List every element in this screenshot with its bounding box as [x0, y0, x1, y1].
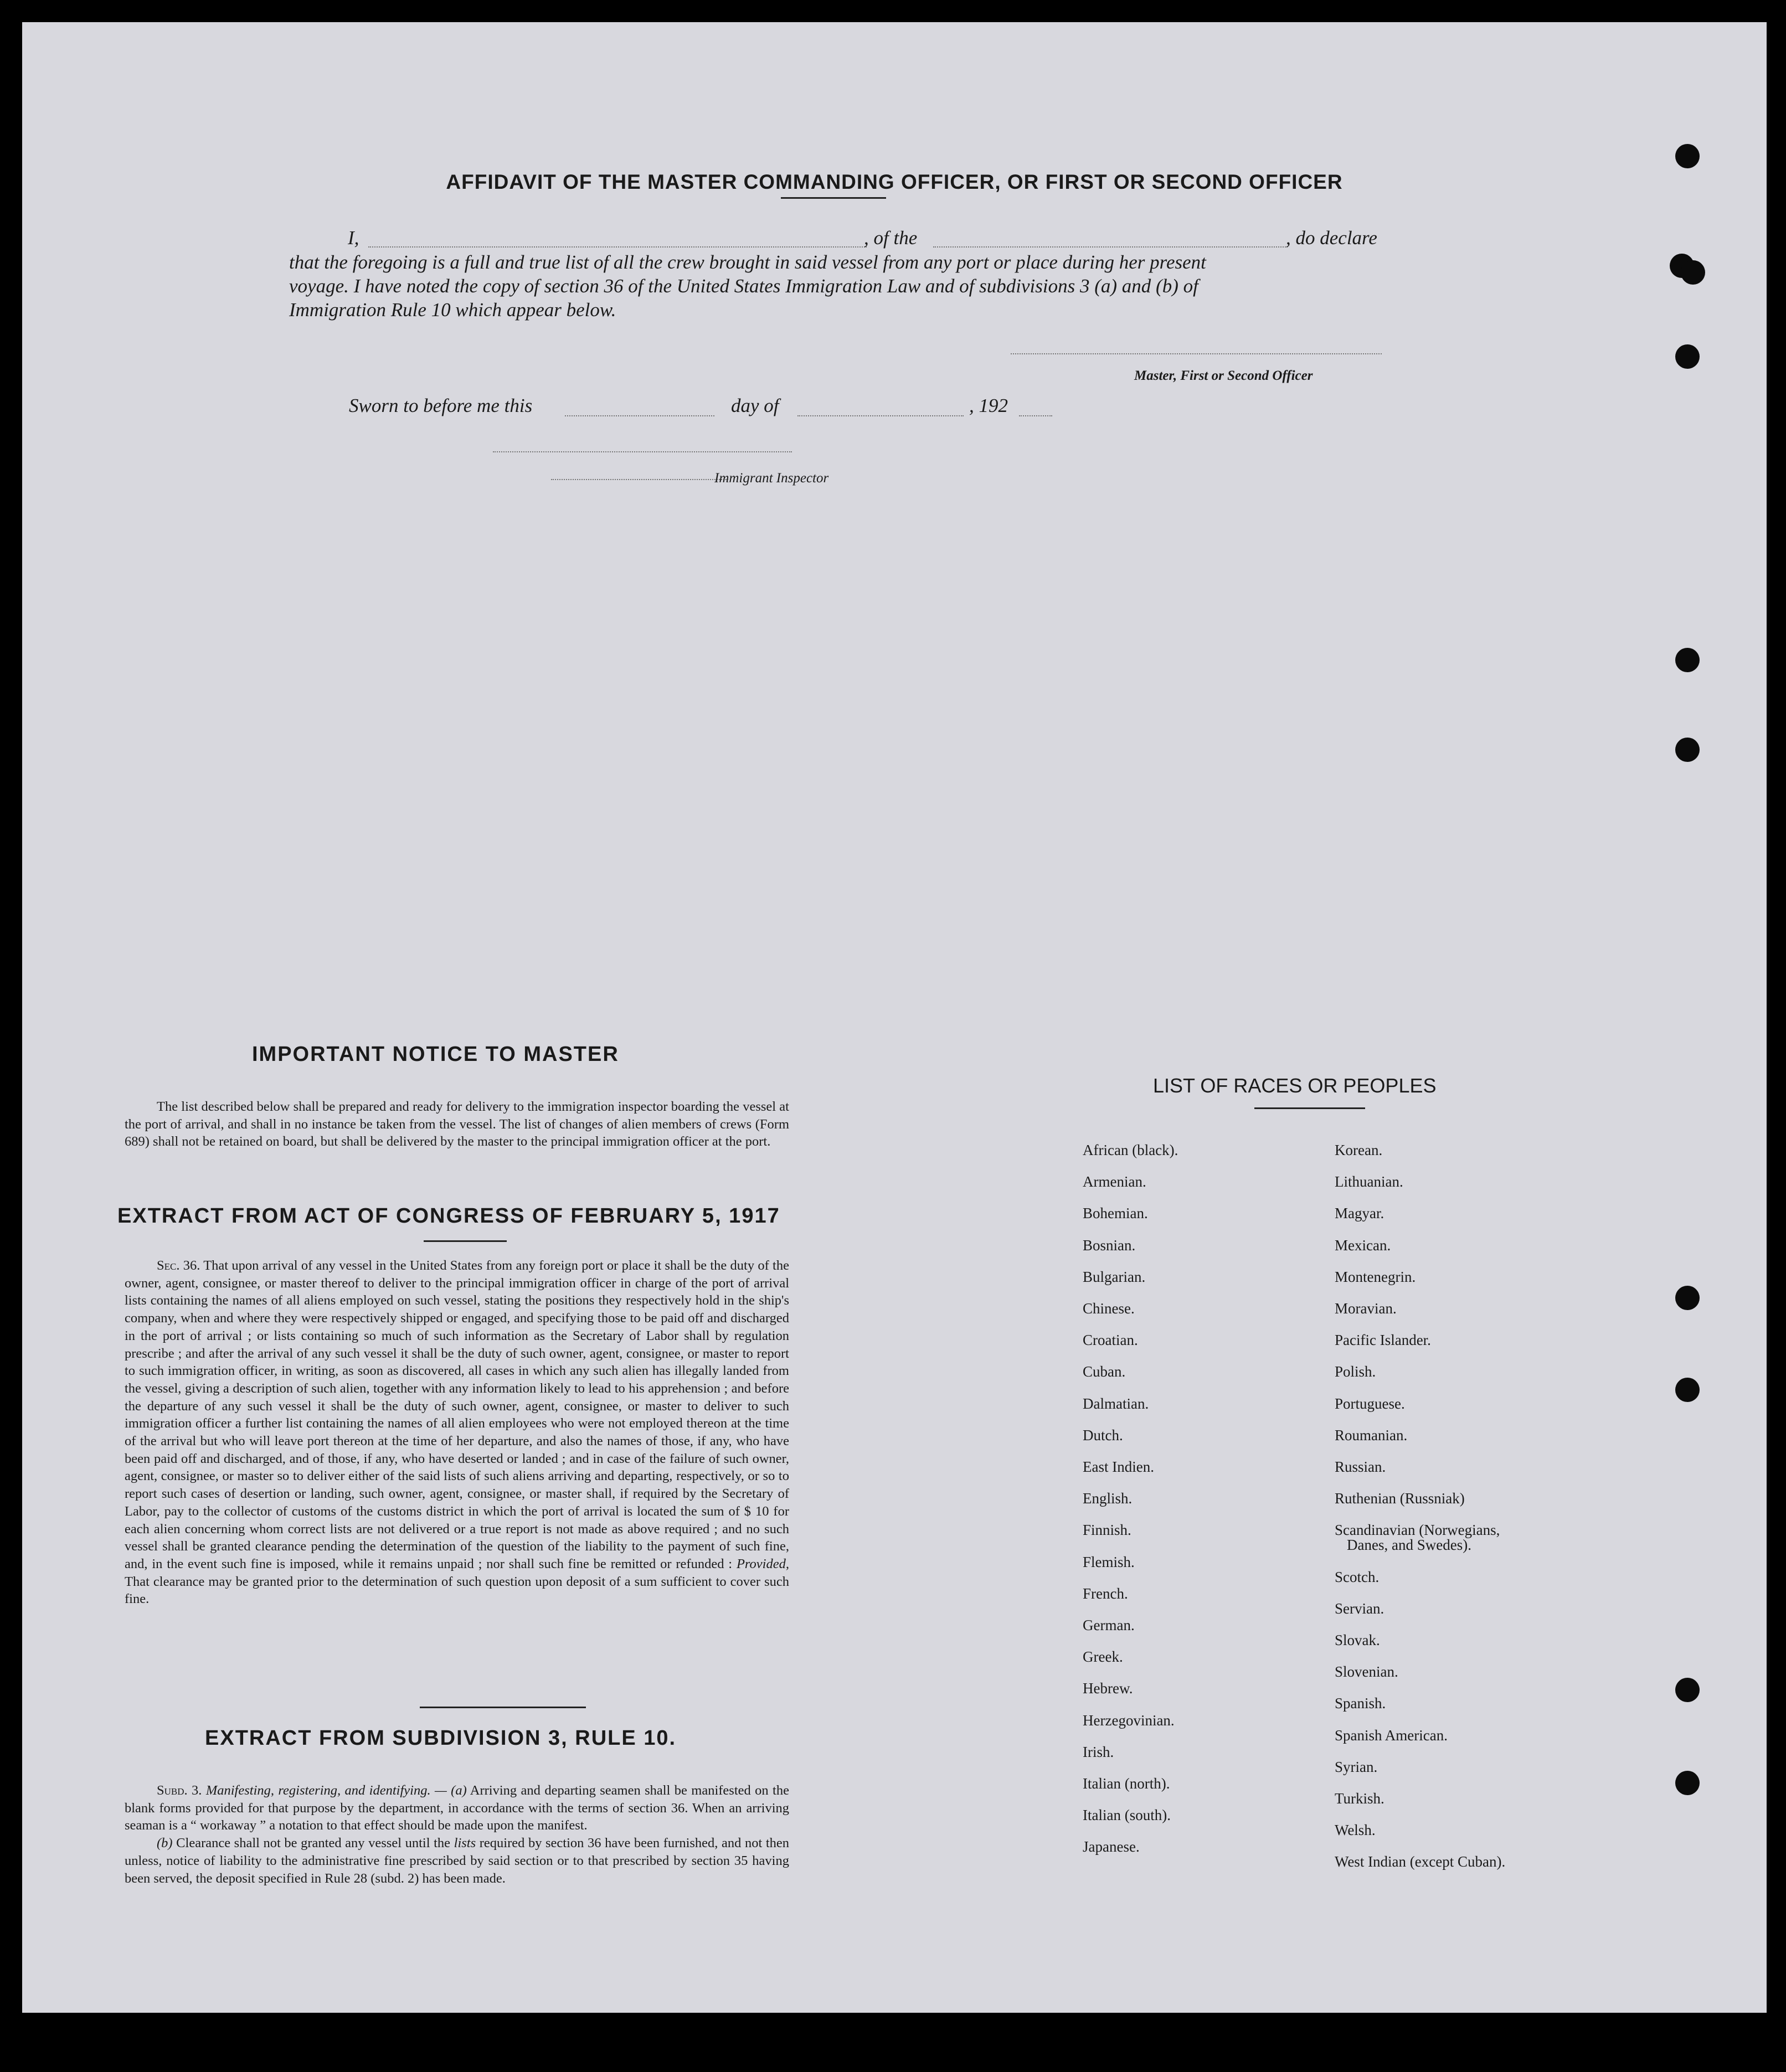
day-field[interactable] — [565, 415, 714, 416]
race-item: Armenian. — [1083, 1173, 1146, 1190]
subd-title: Manifesting, registering, and identifying. — [205, 1783, 431, 1798]
rule-a-paragraph — [125, 1782, 789, 1834]
act-heading-rule — [424, 1240, 507, 1242]
race-item: Dutch. — [1083, 1426, 1123, 1444]
races-title-rule — [1254, 1107, 1365, 1109]
binder-hole — [1675, 1378, 1700, 1402]
race-item: Bulgarian. — [1083, 1268, 1146, 1285]
race-item: Korean. — [1335, 1142, 1383, 1158]
race-item: Italian (north). — [1083, 1775, 1170, 1792]
race-item: German. — [1083, 1617, 1135, 1633]
sec-label: Sec. 36. — [157, 1258, 200, 1273]
race-item: Servian. — [1335, 1600, 1384, 1617]
race-item: Japanese. — [1083, 1838, 1140, 1855]
subd-label: Subd. 3. — [157, 1783, 202, 1798]
notice-paragraph: The list described below shall be prepared and ready for delivery to the immigration inspector boarding the vessel at the port of arrival, and shall in no instance be taken from the vessel. The list of changes of alien members of crews (Form 689) shall not be retained on board, but shall be delivered by the master to the principal immigration officer at the port. — [125, 1099, 789, 1150]
vessel-field[interactable] — [933, 246, 1288, 248]
race-item: Roumanian. — [1335, 1426, 1408, 1444]
race-item: Bohemian. — [1083, 1205, 1148, 1222]
race-item: Montenegrin. — [1335, 1268, 1416, 1285]
act-body: That upon arrival of any vessel in the United States from any foreign port or place it shall be the duty of the owner, agent, consignee, or master thereof to deliver to the principal immigration officer in charge of the port of arrival lists containing the names of all aliens employed on such vessel, stating the positions they respectively hold in the ship's company, when and where they were respectively shipped or engaged, and specifying those to be paid off and discharged in the port of arrival ; or lists containing so much of such information as the Secretary of Labor shall by regulation prescribe ; and after the arrival of any such vessel it shall be the duty of such owner, agent, consignee, or master to report to such immigration officer, in writing, as soon as discovered, all cases in which any such alien has illegally landed from the vessel, giving a description of such alien, together with any information likely to lead to his apprehension ; and before the departure of any such vessel it shall be the duty of such owner, agent, consignee, or master to deliver to such immigration officer a further list containing the names of all alien employees who were not employed thereon at the time of the arrival but who will leave port thereon at the time of her departure, and also the names of those, if any, who have been paid off and discharged, and of those, if any, who have deserted or landed ; and in case of the failure of such owner, agent, consignee, or master so to deliver either of the said lists of such aliens arriving and departing, respectively, or so to report such cases of desertion or landing, such owner, agent, consignee, or master shall, if required by the Secretary of Labor, pay to the collector of customs of the customs district in which the port of arrival is located the sum of $ 10 for each alien concerning whom correct lists are not delivered or a true report is not made as above required ; and no such vessel shall be granted clearance pending the determination of the question of the liability to the payment of such fine, and, in the event such fine is imposed, while it remains unpaid ; nor shall such fine be remitted or refunded : — [125, 1258, 789, 1571]
act-end: That clearance may be granted prior to the determination of such question upon deposit of a sum sufficient to cover such fine. — [125, 1574, 789, 1607]
race-item: East Indien. — [1083, 1458, 1154, 1475]
race-item: French. — [1083, 1585, 1128, 1602]
race-item: Spanish American. — [1335, 1726, 1448, 1744]
race-item: Slovenian. — [1335, 1663, 1398, 1681]
race-item: Irish. — [1083, 1743, 1114, 1760]
act-text — [125, 1257, 789, 1608]
race-item: Hebrew. — [1083, 1680, 1133, 1697]
binder-hole — [1675, 1678, 1700, 1702]
rule-heading-top-rule — [420, 1707, 586, 1708]
affidavit-title: AFFIDAVIT OF THE MASTER COMMANDING OFFICER, OR FIRST OR SECOND OFFICER — [446, 171, 1343, 193]
race-item: Scandinavian (Norwegians, — [1335, 1522, 1500, 1539]
title-underline — [781, 197, 886, 199]
master-signature-line[interactable] — [1011, 353, 1382, 354]
race-item: Portuguese. — [1335, 1395, 1405, 1412]
name-field[interactable] — [368, 246, 867, 248]
act-paragraph — [125, 1257, 789, 1608]
affidavit-line-2: that the foregoing is a full and true list of all the crew brought in said vessel from any port or place during her present — [289, 251, 1206, 273]
race-item: Slovak. — [1335, 1632, 1380, 1648]
race-item: Pacific Islander. — [1335, 1332, 1431, 1349]
binder-hole — [1675, 648, 1700, 672]
race-item: Polish. — [1335, 1363, 1376, 1380]
affidavit-i: I, — [348, 227, 359, 249]
race-item: Lithuanian. — [1335, 1173, 1403, 1190]
race-item: Greek. — [1083, 1648, 1123, 1666]
affidavit-line-4: Immigration Rule 10 which appear below. — [289, 299, 616, 321]
notice-heading: IMPORTANT NOTICE TO MASTER — [252, 1043, 619, 1066]
form-page — [22, 22, 1767, 2013]
race-item: Chinese. — [1083, 1300, 1135, 1317]
race-item: Welsh. — [1335, 1822, 1376, 1839]
master-signature-label: Master, First or Second Officer — [1134, 368, 1313, 383]
race-item: Ruthenian (Russniak) — [1335, 1490, 1465, 1507]
race-item: Danes, and Swedes). — [1347, 1537, 1471, 1554]
race-item: English. — [1083, 1490, 1133, 1507]
inspector-signature-line-2 — [551, 479, 728, 480]
binder-hole — [1675, 144, 1700, 168]
year-field[interactable] — [1019, 415, 1052, 416]
race-item: Russian. — [1335, 1458, 1386, 1475]
inspector-label: Immigrant Inspector — [714, 471, 829, 486]
notice-text — [125, 1098, 789, 1151]
race-item: Turkish. — [1335, 1790, 1384, 1807]
sworn-text: Sworn to before me this — [349, 395, 533, 416]
affidavit-line-3: voyage. I have noted the copy of section 36 of the United States Immigration Law and of subdivisions 3 (a) and (b) of — [289, 275, 1198, 297]
provided-word: Provided, — [736, 1556, 789, 1571]
races-title: LIST OF RACES OR PEOPLES — [1153, 1074, 1437, 1097]
rule-b-paragraph — [125, 1834, 789, 1887]
race-item: Moravian. — [1335, 1300, 1397, 1317]
binder-hole — [1675, 738, 1700, 762]
race-item: Spanish. — [1335, 1695, 1386, 1712]
b-text-1: Clearance shall not be granted any vessel until the — [176, 1836, 451, 1851]
binder-hole — [1675, 1771, 1700, 1795]
race-item: Flemish. — [1083, 1553, 1135, 1570]
inspector-signature-line[interactable] — [493, 451, 792, 452]
binder-hole — [1675, 344, 1700, 369]
day-of-text: day of — [731, 395, 779, 416]
race-item: Dalmatian. — [1083, 1395, 1149, 1412]
race-item: Mexican. — [1335, 1236, 1391, 1254]
act-heading: EXTRACT FROM ACT OF CONGRESS OF FEBRUARY 5, 1917 — [117, 1204, 780, 1228]
race-item: Cuban. — [1083, 1363, 1126, 1380]
rule-text — [125, 1782, 789, 1887]
race-item: Magyar. — [1335, 1205, 1384, 1222]
race-item: Croatian. — [1083, 1332, 1138, 1349]
rule-heading: EXTRACT FROM SUBDIVISION 3, RULE 10. — [205, 1726, 677, 1750]
race-item: Bosnian. — [1083, 1236, 1136, 1254]
b-text-2: required by section 36 have been furnished, and not then unless, notice of liability to the administrative fine prescribed by said section or to that prescribed by section 35 having been served, the deposit specified in Rule 28 (subd. 2) has been made. — [125, 1836, 790, 1886]
race-item: Scotch. — [1335, 1568, 1380, 1585]
month-field[interactable] — [797, 415, 964, 416]
affidavit-declare: , do declare — [1286, 227, 1377, 249]
a-text: Arriving and departing seamen shall be manifested on the blank forms provided for that purpose by the department, in accordance with the terms of section 36. When an arriving seaman is a “ workaway ” a notation to that effect should be made upon the manifest. — [125, 1783, 789, 1833]
binder-hole — [1681, 260, 1705, 285]
race-item: West Indian (except Cuban). — [1335, 1853, 1506, 1870]
year-text: , 192 — [969, 395, 1008, 416]
race-item: African (black). — [1083, 1142, 1178, 1158]
b-label: (b) — [157, 1836, 173, 1851]
b-lists: lists — [454, 1836, 476, 1851]
affidavit-of-the: , of the — [864, 227, 918, 249]
race-item: Finnish. — [1083, 1522, 1131, 1539]
binder-hole — [1675, 1286, 1700, 1310]
race-item: Herzegovinian. — [1083, 1712, 1175, 1729]
race-item: Italian (south). — [1083, 1807, 1171, 1824]
race-item: Syrian. — [1335, 1758, 1378, 1775]
a-label: — (a) — [434, 1783, 467, 1798]
